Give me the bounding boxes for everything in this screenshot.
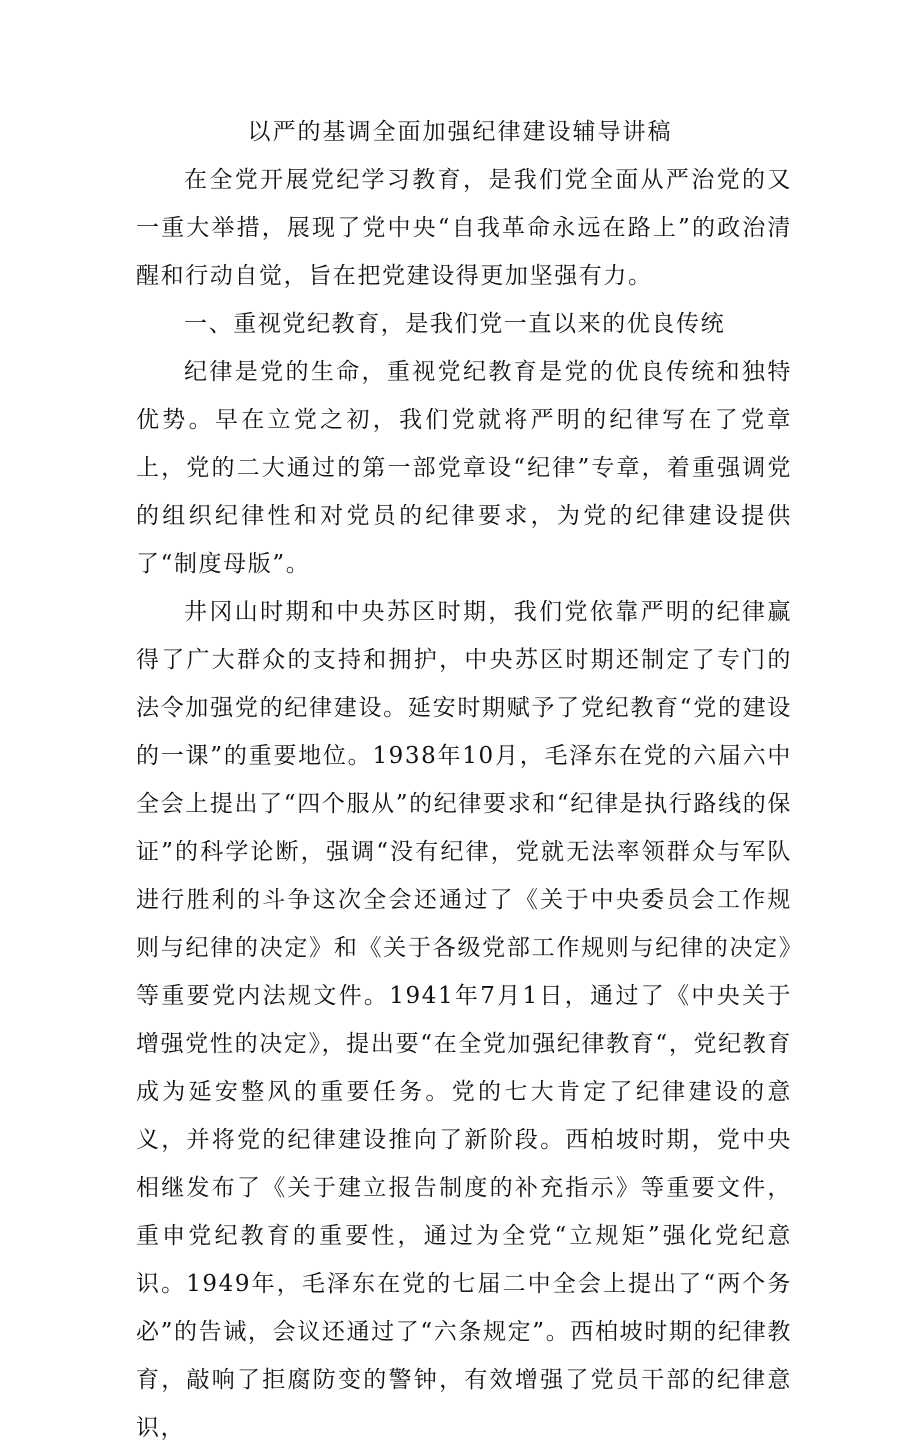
document-body: [136, 156, 792, 1452]
section-heading-1: 一、重视党纪教育，是我们党一直以来的优良传统: [184, 311, 726, 337]
body-paragraph-1: 纪律是党的生命，重视党纪教育是党的优良传统和独特优势。早在立党之初，我们党就将严明的纪律写在了党章上，党的二大通过的第一部党章设“纪律”专章，着重强调党的组织纪律性和对党员的纪律要求，为党的纪律建设提供了“制度母版”。: [136, 359, 792, 577]
body-paragraph-2: 井冈山时期和中央苏区时期，我们党依靠严明的纪律赢得了广大群众的支持和拥护，中央苏区时期还制定了专门的法令加强党的纪律建设。延安时期赋予了党纪教育“党的建设的一课”的重要地位。1938年10月，毛泽东在党的六届六中全会上提出了“四个服从”的纪律要求和“纪律是执行路线的保证”的科学论断，强调“没有纪律，党就无法率领群众与军队进行胜利的斗争这次全会还通过了《关于中央委员会工作规则与纪律的决定》和《关于各级党部工作规则与纪律的决定》等重要党内法规文件。1941年7月1日，通过了《中央关于增强党性的决定》，提出要“在全党加强纪律教育“，党纪教育成为延安整风的重要任务。党的七大肯定了纪律建设的意义，并将党的纪律建设推向了新阶段。西柏坡时期，党中央相继发布了《关于建立报告制度的补充指示》等重要文件，重申党纪教育的重要性，通过为全党“立规矩”强化党纪意识。1949年，毛泽东在党的七届二中全会上提出了“两个务必”的告诫，会议还通过了“六条规定”。西柏坡时期的纪律教育，敲响了拒腐防变的警钟，有效增强了党员干部的纪律意识，: [136, 599, 792, 1441]
document-title: 以严的基调全面加强纪律建设辅导讲稿: [247, 119, 673, 145]
intro-paragraph: 在全党开展党纪学习教育，是我们党全面从严治党的又一重大举措，展现了党中央“自我革命永远在路上”的政治清醒和行动自觉，旨在把党建设得更加坚强有力。: [136, 167, 792, 289]
